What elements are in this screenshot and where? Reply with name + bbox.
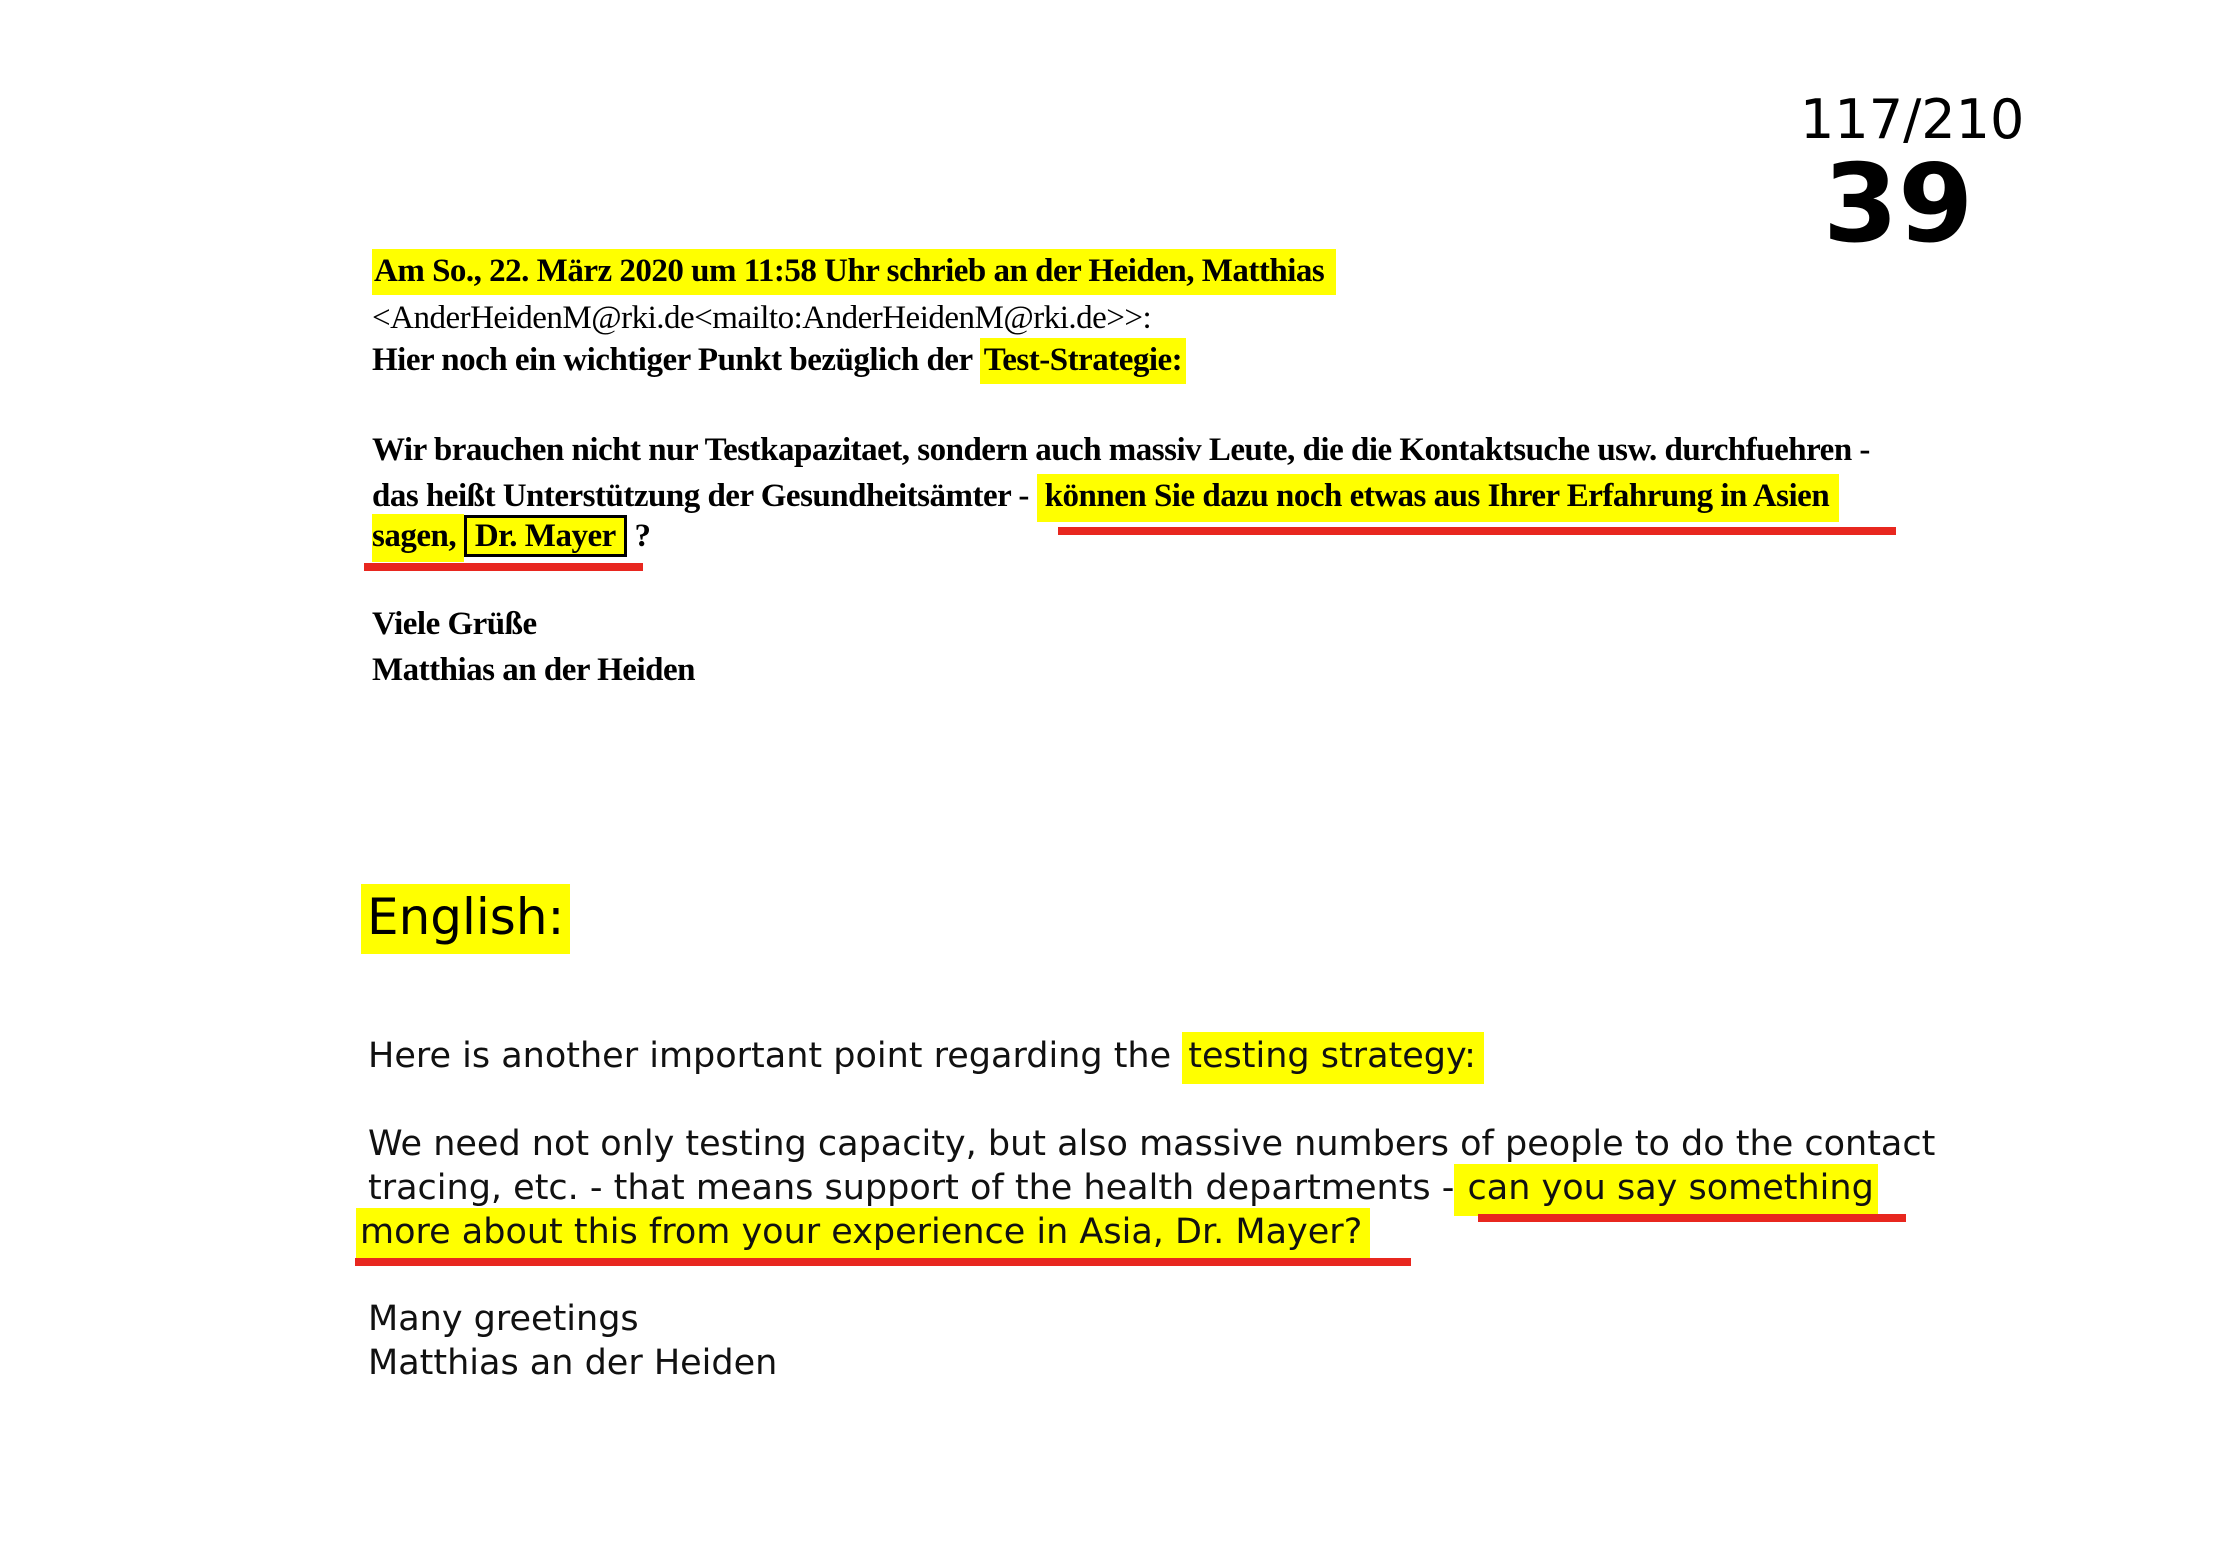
english-closing: Many greetings [368, 1299, 639, 1339]
english-body-line-1: We need not only testing capacity, but also massive numbers of people to do the contact [368, 1124, 1936, 1164]
german-question-mark: ? [626, 518, 651, 554]
underline-german-question-2 [364, 563, 643, 571]
english-intro-line [368, 1036, 1484, 1076]
english-intro-text: Here is another important point regarding the [368, 1036, 1183, 1076]
underline-english-question-2 [355, 1258, 1411, 1266]
english-heading: English: [361, 884, 570, 954]
english-body-line-3 [356, 1212, 1370, 1252]
german-test-strategy-highlight: Test-Strategie: [980, 338, 1186, 384]
german-body-text: das heißt Unterstützung der Gesundheitsämter - [372, 478, 1037, 514]
german-sagen-highlight: sagen, [372, 514, 464, 562]
german-question-highlight: können Sie dazu noch etwas aus Ihrer Erfahrung in Asien [1037, 474, 1840, 522]
german-closing: Viele Grüße [372, 606, 537, 642]
underline-german-question-1 [1058, 527, 1896, 535]
german-intro-text: Hier noch ein wichtiger Punkt bezüglich der [372, 342, 980, 378]
german-signature: Matthias an der Heiden [372, 652, 695, 688]
email-header-line [372, 253, 1336, 290]
german-intro-line [372, 342, 1186, 379]
english-signature: Matthias an der Heiden [368, 1343, 778, 1383]
underline-english-question-1 [1478, 1214, 1906, 1222]
email-header-text: Am So., 22. März 2020 um 11:58 Uhr schrieb an der Heiden, Matthias [372, 249, 1336, 295]
email-address-line: <AnderHeidenM@rki.de<mailto:AnderHeidenM@rki.de>>: [372, 300, 1152, 336]
english-body-line-2 [368, 1168, 1878, 1208]
english-question-highlight-2: more about this from your experience in Asia, Dr. Mayer? [356, 1208, 1370, 1260]
german-body-line-2 [372, 478, 1839, 515]
page-number: 39 [1823, 142, 1974, 267]
page-reference: 117/210 [1800, 88, 2025, 151]
name-box-dr-mayer: Dr. Mayer [464, 515, 627, 557]
english-body-text: tracing, etc. - that means support of the health departments - [368, 1168, 1455, 1208]
english-question-highlight-1: can you say something [1454, 1164, 1877, 1216]
english-testing-strategy-highlight: testing strategy: [1182, 1032, 1484, 1084]
german-body-line-1: Wir brauchen nicht nur Testkapazitaet, sondern auch massiv Leute, die die Kontaktsuche usw. durchfuehren - [372, 432, 1870, 468]
german-body-line-3 [372, 518, 650, 555]
